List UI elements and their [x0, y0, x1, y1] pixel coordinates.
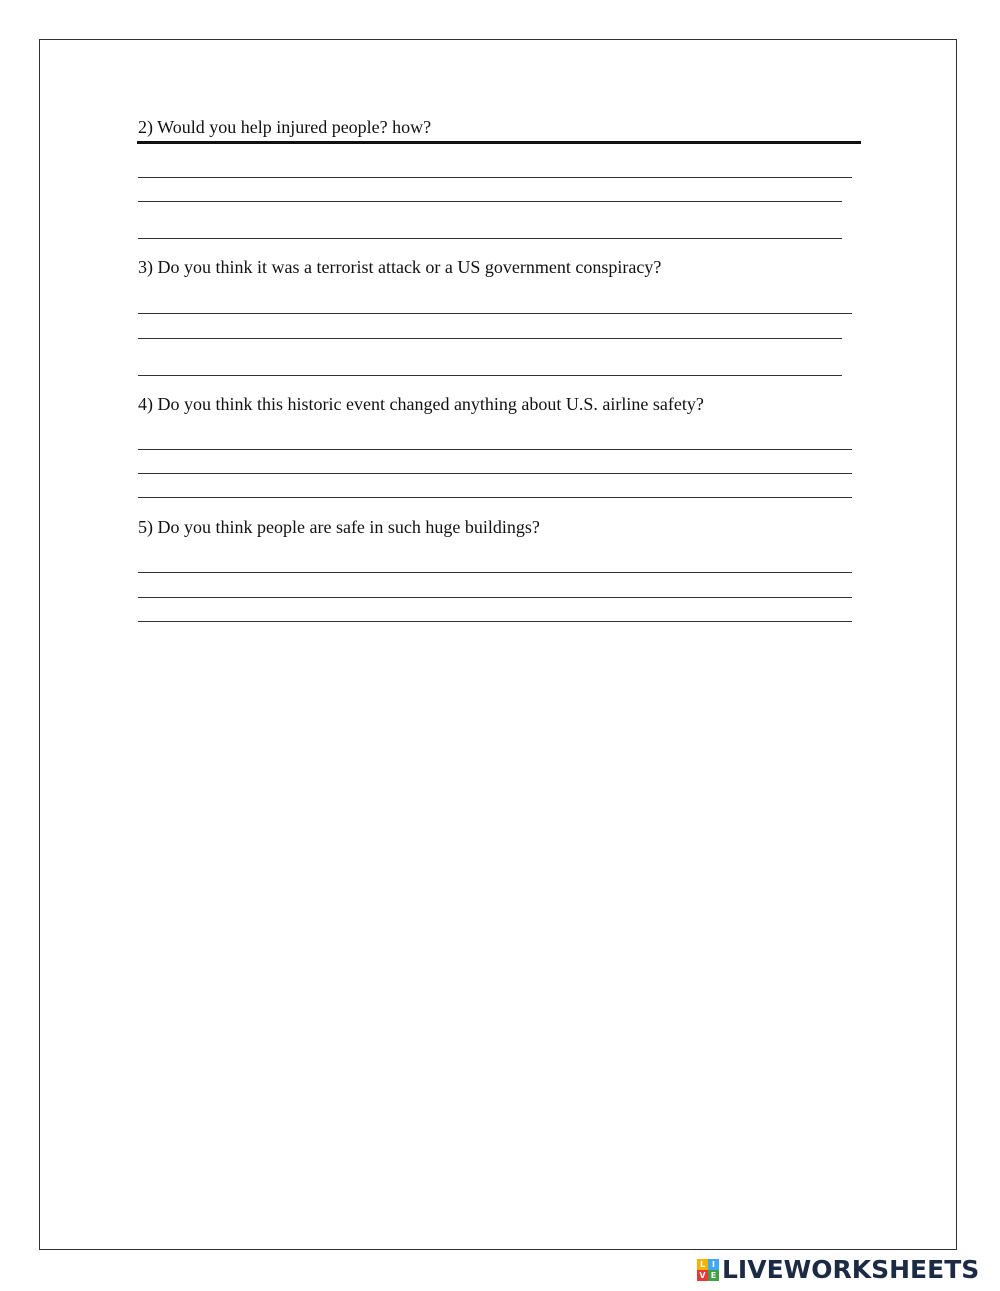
- question-3: 3) Do you think it was a terrorist attack or a US government conspiracy?: [138, 257, 662, 277]
- question-4: 4) Do you think this historic event changed anything about U.S. airline safety?: [138, 394, 704, 414]
- logo-mark-cell: I: [708, 1259, 719, 1270]
- logo-mark-cell: E: [708, 1270, 719, 1281]
- logo-mark-cell: L: [697, 1259, 708, 1270]
- answer-line-q5-3[interactable]: [138, 621, 852, 622]
- logo-mark-cell: V: [697, 1270, 708, 1281]
- answer-line-q2-2[interactable]: [138, 201, 842, 202]
- header-rule: [137, 141, 861, 144]
- page-frame: [39, 39, 957, 1250]
- answer-line-q4-2[interactable]: [138, 473, 852, 474]
- logo-text: LIVEWORKSHEETS: [722, 1255, 980, 1284]
- logo-mark-icon: [697, 1259, 719, 1281]
- answer-line-q5-1[interactable]: [138, 572, 852, 573]
- answer-line-q3-3[interactable]: [138, 375, 842, 376]
- question-2: 2) Would you help injured people? how?: [138, 117, 432, 137]
- liveworksheets-logo: [697, 1257, 979, 1283]
- question-5: 5) Do you think people are safe in such huge buildings?: [138, 517, 540, 537]
- answer-line-q2-3[interactable]: [138, 238, 842, 239]
- answer-line-q5-2[interactable]: [138, 597, 852, 598]
- answer-line-q4-3[interactable]: [138, 497, 852, 498]
- answer-line-q2-1[interactable]: [138, 177, 852, 178]
- answer-line-q3-2[interactable]: [138, 338, 842, 339]
- answer-line-q3-1[interactable]: [138, 313, 852, 314]
- answer-line-q4-1[interactable]: [138, 449, 852, 450]
